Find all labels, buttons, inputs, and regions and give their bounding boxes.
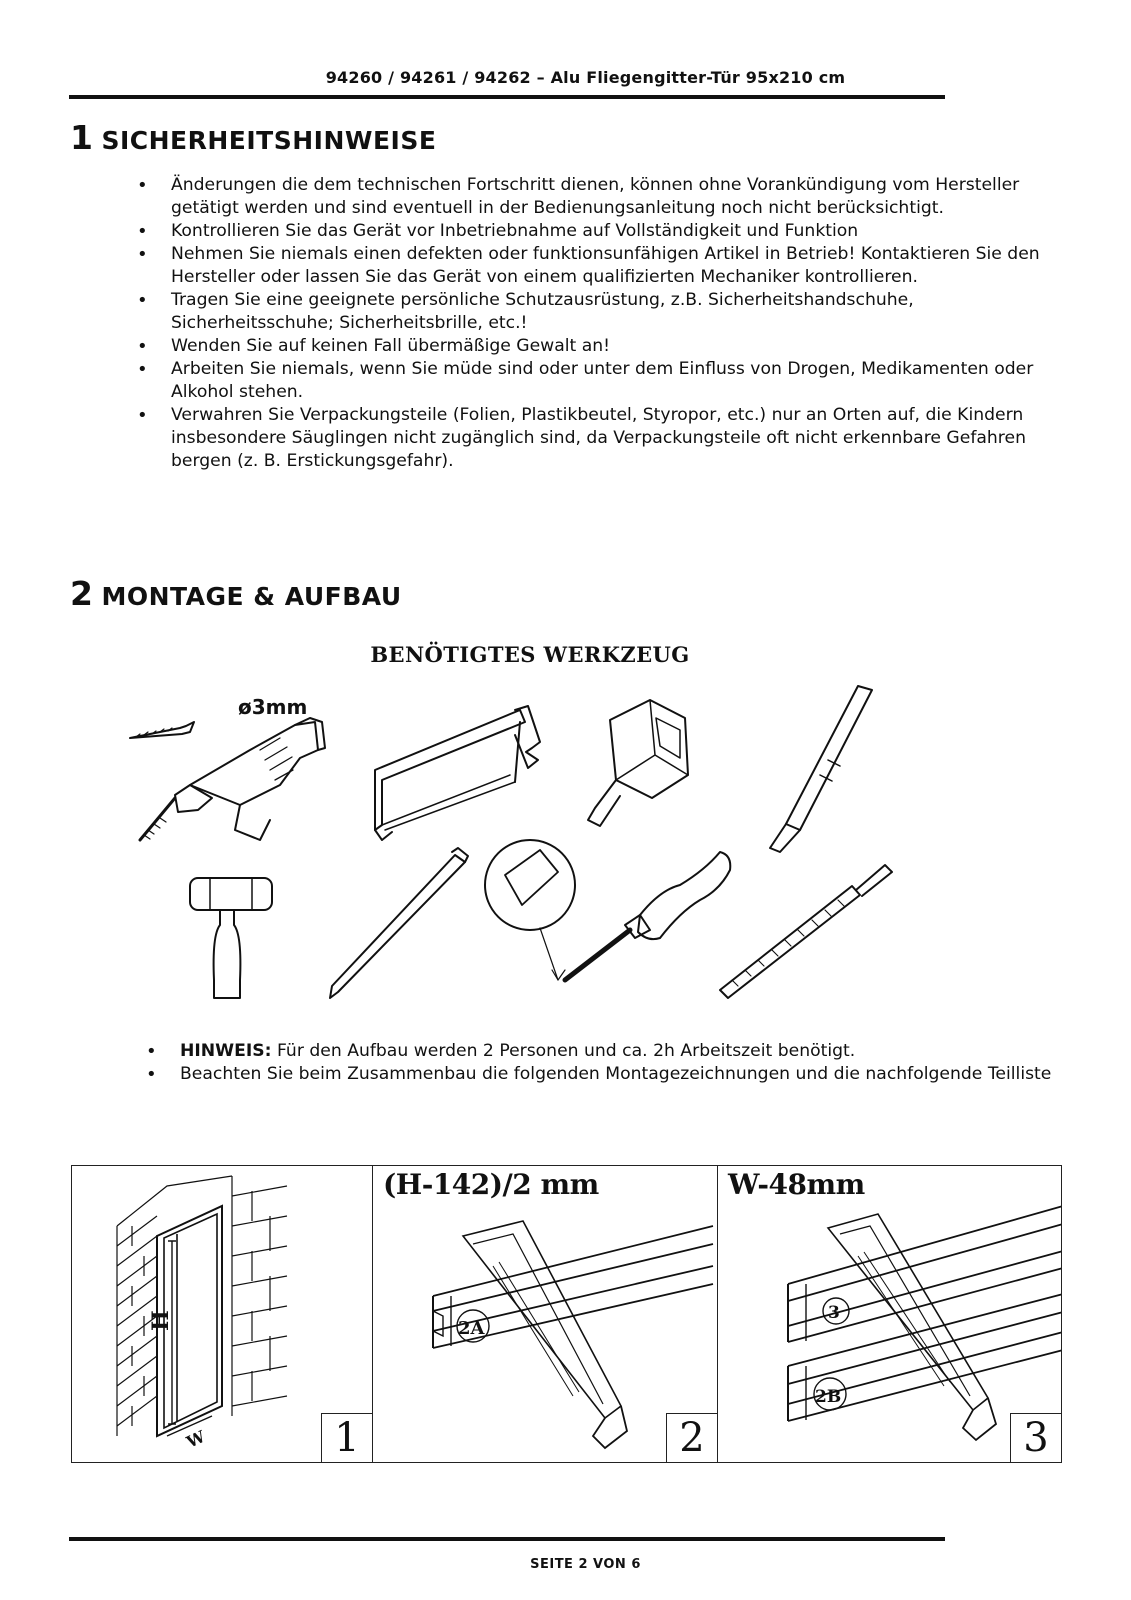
- assembly-step-2-panel: [372, 1165, 718, 1463]
- file-tool-icon: [720, 865, 892, 998]
- part-2b-label: 2B: [815, 1387, 842, 1407]
- list-item: [146, 1040, 1076, 1063]
- utility-knife-icon: [770, 686, 872, 852]
- list-item: • Arbeiten Sie niemals, wenn Sie müde sind oder unter dem Einfluss von Drogen, Medikamenten oder Alkohol stehen.: [137, 358, 1057, 404]
- hacksaw-icon: [375, 706, 540, 840]
- step-number-3: 3: [1010, 1413, 1062, 1463]
- part-2a-label: 2A: [458, 1318, 485, 1339]
- mallet-icon: [190, 878, 272, 998]
- step-number-2: 2: [666, 1413, 718, 1463]
- height-label: H: [148, 1310, 174, 1331]
- section-1-heading: [70, 118, 436, 157]
- list-item: • Nehmen Sie niemals einen defekten oder funktionsunfähigen Artikel in Betrieb! Kontaktieren Sie den Hersteller oder lassen Sie das Gerät von einem qualifizierten Mechaniker kontrollieren.: [137, 243, 1057, 289]
- list-item: • Tragen Sie eine geeignete persönliche Schutzausrüstung, z.B. Sicherheitshandschuhe, Sicherheitsschuhe; Sicherheitsbrille, etc.!: [137, 289, 1057, 335]
- page-number: SEITE 2 VON 6: [530, 1557, 641, 1572]
- cut-length-formula-label: (H-142)/2 mm: [383, 1168, 599, 1201]
- section-1-number: 1: [70, 118, 94, 157]
- screwdriver-icon: [485, 840, 730, 980]
- required-tools-title: BENÖTIGTES WERKZEUG: [370, 642, 690, 667]
- assembly-notes-list: [146, 1040, 1076, 1086]
- footer-rule: [69, 1537, 945, 1541]
- section-2-number: 2: [70, 574, 94, 613]
- cut-width-formula-label: W-48mm: [728, 1168, 865, 1201]
- document-header-title: 94260 / 94261 / 94262 – Alu Fliegengitter-Tür 95x210 cm: [325, 68, 846, 87]
- list-item: • Beachten Sie beim Zusammenbau die folgenden Montagezeichnungen und die nachfolgende Teilliste: [146, 1063, 1076, 1086]
- assembly-step-1-panel: [71, 1165, 373, 1463]
- list-item: • Wenden Sie auf keinen Fall übermäßige Gewalt an!: [137, 335, 1057, 358]
- step-number-1: 1: [321, 1413, 373, 1463]
- list-item: • Änderungen die dem technischen Fortschritt dienen, können ohne Vorankündigung vom Hersteller getätigt werden und sind eventuell in der Bedienungsanleitung noch nicht berücksichtigt.: [137, 174, 1057, 220]
- required-tools-illustration: [120, 680, 960, 1020]
- header-rule: [69, 95, 945, 99]
- hint-label: HINWEIS:: [180, 1041, 272, 1061]
- pencil-icon: [330, 848, 468, 998]
- hint-text: Für den Aufbau werden 2 Personen und ca. 2h Arbeitszeit benötigt.: [271, 1041, 856, 1061]
- width-label: W: [183, 1426, 208, 1452]
- list-item: • Verwahren Sie Verpackungsteile (Folien, Plastikbeutel, Styropor, etc.) nur an Orten auf, die Kindern insbesondere Säuglingen nicht zugänglich sind, da Verpackungsteile oft nicht erkennbare Gefahren bergen (z. B. Erstickungsgefahr).: [137, 404, 1057, 473]
- assembly-step-3-panel: [717, 1165, 1062, 1463]
- drill-icon: [130, 695, 325, 840]
- part-3-label: 3: [828, 1303, 840, 1323]
- list-item: • Kontrollieren Sie das Gerät vor Inbetriebnahme auf Vollständigkeit und Funktion: [137, 220, 1057, 243]
- drill-bit-size-label: ø3mm: [238, 695, 308, 719]
- section-2-heading: [70, 574, 402, 613]
- tape-measure-icon: [588, 700, 688, 826]
- safety-notes-list: [137, 174, 1057, 473]
- section-2-title: MONTAGE & AUFBAU: [101, 582, 402, 611]
- section-1-title: SICHERHEITSHINWEISE: [101, 126, 437, 155]
